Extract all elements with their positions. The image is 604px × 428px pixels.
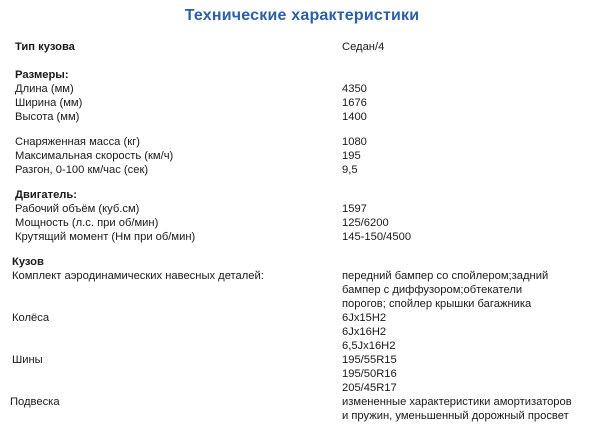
- wheel-size: 6Jx16H2: [342, 326, 387, 338]
- tyres-label: Шины: [12, 354, 43, 366]
- body-type-value: Седан/4: [342, 41, 385, 53]
- spec-value: 145-150/4500: [342, 231, 412, 243]
- aero-kit-line: бампер с диффузором;обтекатели: [342, 284, 523, 296]
- tyre-size: 205/45R17: [342, 382, 397, 394]
- spec-value: 1676: [342, 97, 367, 109]
- spec-value: 195: [342, 150, 361, 162]
- aero-kit-line: порогов; спойлер крышки багажника: [342, 298, 532, 310]
- aero-kit-line: передний бампер со спойлером;задний: [342, 270, 549, 282]
- spec-label: Длина (мм): [15, 83, 74, 95]
- body-type-label: Тип кузова: [15, 41, 75, 53]
- spec-value: 9,5: [342, 164, 358, 176]
- spec-label: Крутящий момент (Нм при об/мин): [15, 231, 196, 243]
- body-kit-heading: Кузов: [12, 256, 44, 268]
- wheels-label: Колёса: [12, 312, 50, 324]
- spec-label: Максимальная скорость (км/ч): [15, 150, 174, 162]
- spec-label: Снаряженная масса (кг): [15, 136, 140, 148]
- suspension-line: измененные характеристики амортизаторов: [342, 396, 572, 408]
- wheel-size: 6,5Jx16H2: [342, 340, 396, 352]
- spec-value: 1400: [342, 111, 367, 123]
- page-title: Технические характеристики: [184, 7, 420, 24]
- spec-label: Мощность (л.с. при об/мин): [15, 217, 159, 229]
- spec-value: 4350: [342, 83, 367, 95]
- spec-value: 1597: [342, 203, 367, 215]
- engine-heading: Двигатель:: [15, 189, 78, 201]
- tyre-size: 195/55R15: [342, 354, 397, 366]
- spec-label: Разгон, 0-100 км/час (сек): [15, 164, 149, 176]
- suspension-line: и пружин, уменьшенный дорожный просвет: [342, 410, 569, 422]
- spec-label: Ширина (мм): [15, 97, 83, 109]
- suspension-label: Подвеска: [10, 396, 60, 408]
- spec-value: 125/6200: [342, 217, 389, 229]
- spec-label: Высота (мм): [15, 111, 80, 123]
- aero-kit-label: Комплект аэродинамических навесных деталей:: [12, 270, 264, 282]
- wheel-size: 6Jx15H2: [342, 312, 387, 324]
- spec-value: 1080: [342, 136, 367, 148]
- tyre-size: 195/50R16: [342, 368, 397, 380]
- dimensions-heading: Размеры:: [15, 69, 69, 81]
- spec-label: Рабочий объём (куб.см): [15, 203, 140, 215]
